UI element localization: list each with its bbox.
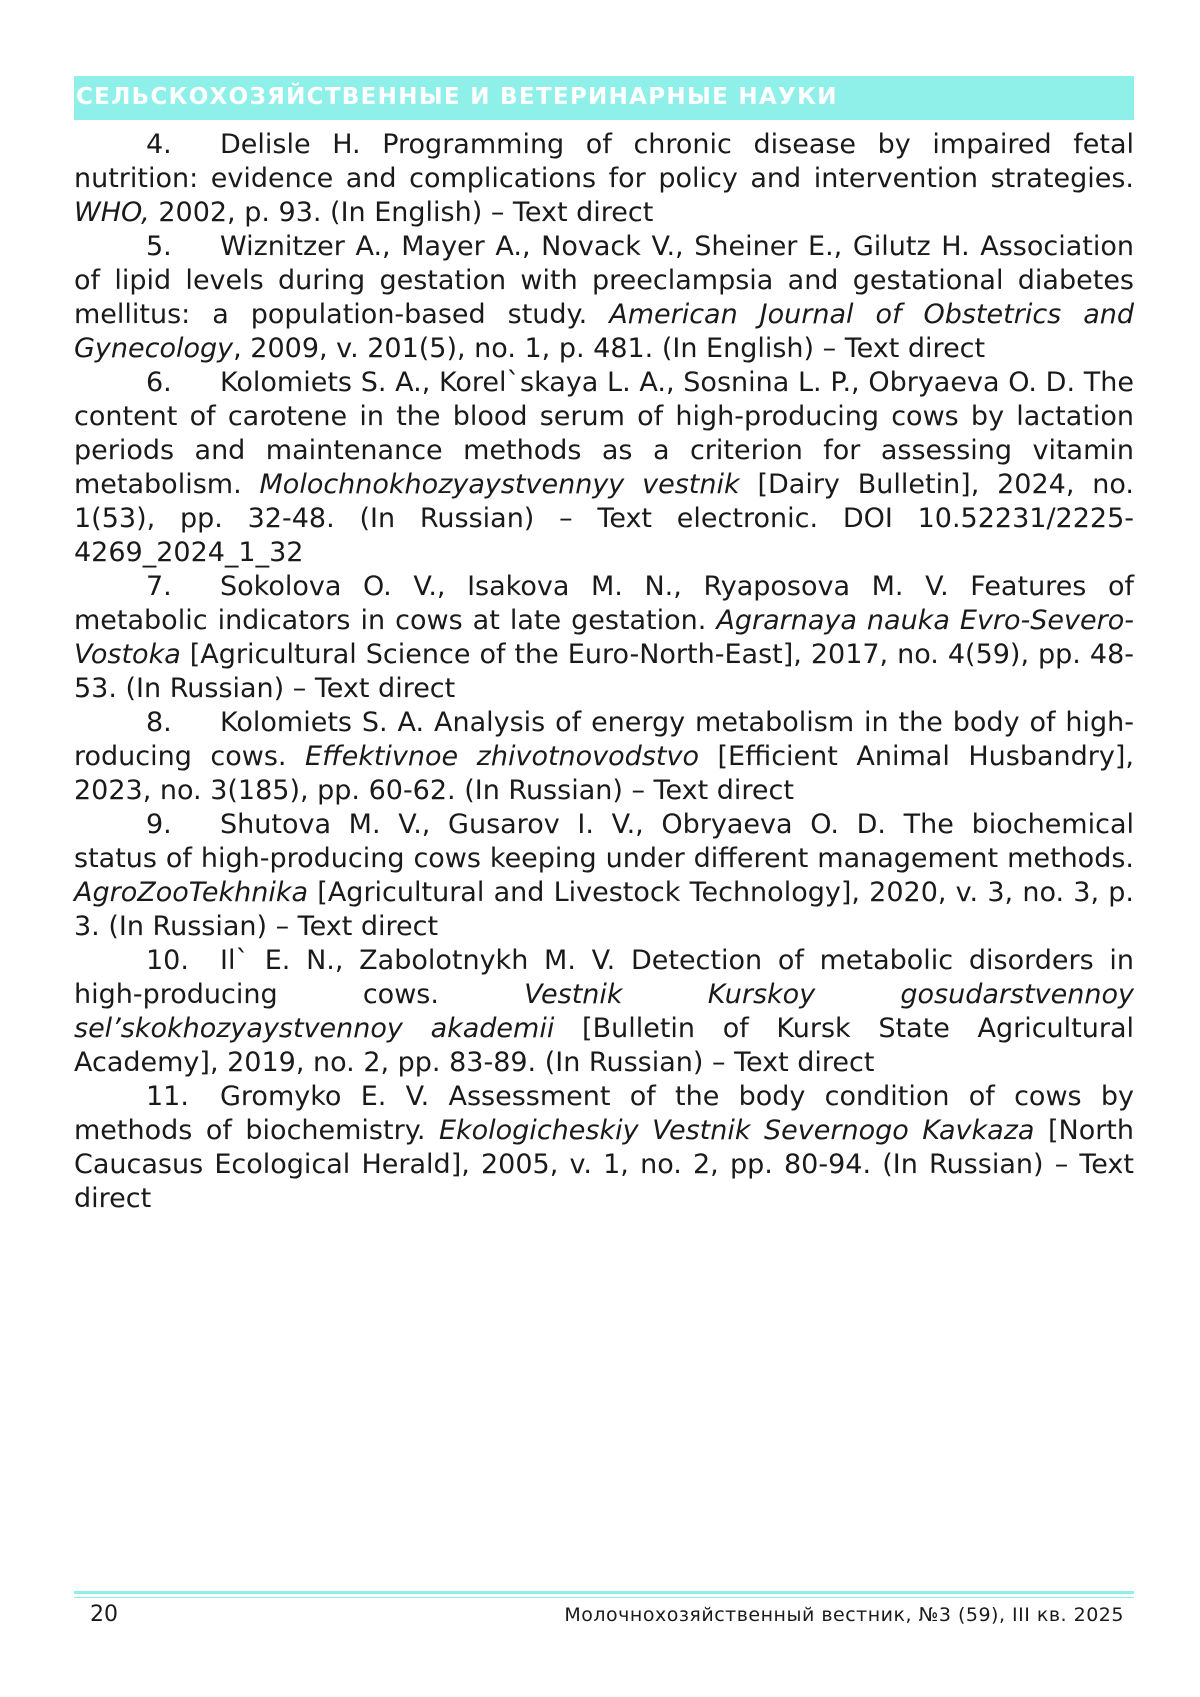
reference-text: Sokolova O. V., Isakova M. N., Ryaposova M. V. Features of metabolic indicators in cows at late gestation. [74, 571, 1134, 636]
reference-details: [Dairy Bulletin], 2024, no. 1(53), pp. 32-48. (In Russian) – Text electronic. DOI 10.52231/2225-4269_2024_1_32 [74, 469, 1134, 568]
reference-text: Kolomiets S. A., Korel`skaya L. A., Sosnina L. P., Obryaeva O. D. The content of carotene in the blood serum of high-producing cows by lactation periods and maintenance methods as a criterion for assessing vitamin metabolism. [74, 367, 1134, 500]
section-header-band [74, 76, 1134, 120]
reference-list [74, 128, 1134, 1216]
reference-source: Molochnokhozyaystvennyy vestnik [260, 469, 740, 500]
reference-text: Il` E. N., Zabolotnykh M. V. Detection of metabolic disorders in high-producing cows. [74, 945, 1134, 1010]
reference-details: [Agricultural and Livestock Technology], 2020, v. 3, no. 3, p. 3. (In Russian) – Text direct [74, 877, 1134, 942]
reference-item [74, 230, 1134, 366]
reference-details: [Agricultural Science of the Euro-North-East], 2017, no. 4(59), pp. 48-53. (In Russian) – Text direct [74, 639, 1134, 704]
reference-details: 2002, p. 93. (In English) – Text direct [150, 197, 654, 228]
reference-item [74, 706, 1134, 808]
reference-details: , 2009, v. 201(5), no. 1, p. 481. (In English) – Text direct [233, 333, 985, 364]
section-title: СЕЛЬСКОХОЗЯЙСТВЕННЫЕ И ВЕТЕРИНАРНЫЕ НАУКИ [76, 84, 838, 110]
reference-number: 4. [146, 128, 220, 162]
reference-text: Gromyko E. V. Assessment of the body condition of cows by methods of biochemistry. [74, 1081, 1134, 1146]
reference-source: Ekologicheskiy Vestnik Severnogo Kavkaza [439, 1115, 1035, 1146]
reference-source: Effektivnoe zhivotnovodstvo [305, 741, 699, 772]
reference-number: 9. [146, 808, 220, 842]
reference-text: Kolomiets S. A. Analysis of energy metabolism in the body of high-roducing cows. [74, 707, 1134, 772]
reference-details: [Efficient Animal Husbandry], 2023, no. 3(185), pp. 60-62. (In Russian) – Text direct [74, 741, 1134, 806]
reference-item [74, 128, 1134, 230]
reference-number: 10. [146, 944, 220, 978]
footer-rule-thin [74, 1597, 1134, 1598]
reference-number: 5. [146, 230, 220, 264]
reference-item [74, 1080, 1134, 1216]
reference-source: Agrarnaya nauka Evro-Severo-Vostoka [74, 605, 1134, 670]
reference-number: 11. [146, 1080, 220, 1114]
reference-source: AgroZooTekhnika [74, 877, 308, 908]
reference-item [74, 570, 1134, 706]
reference-text: Delisle H. Programming of chronic disease by impaired fetal nutrition: evidence and complications for policy and intervention strategies. [74, 129, 1134, 194]
reference-number: 8. [146, 706, 220, 740]
reference-item [74, 366, 1134, 570]
reference-number: 7. [146, 570, 220, 604]
reference-text: Shutova M. V., Gusarov I. V., Obryaeva O. D. The biochemical status of high-producing cows keeping under different management methods. [74, 809, 1134, 874]
reference-details: [North Caucasus Ecological Herald], 2005, v. 1, no. 2, pp. 80-94. (In Russian) – Text direct [74, 1115, 1134, 1214]
reference-item [74, 944, 1134, 1080]
page-number: 20 [90, 1602, 118, 1627]
reference-source: WHO, [74, 197, 150, 228]
reference-number: 6. [146, 366, 220, 400]
reference-text: Wiznitzer A., Mayer A., Novack V., Sheiner E., Gilutz H. Association of lipid levels during gestation with preeclampsia and gestational diabetes mellitus: a population-based study. [74, 231, 1134, 330]
reference-source: American Journal of Obstetrics and Gynecology [74, 299, 1134, 364]
footer-rule [74, 1591, 1134, 1594]
reference-details: [Bulletin of Kursk State Agricultural Academy], 2019, no. 2, pp. 83-89. (In Russian) – Text direct [74, 1013, 1134, 1078]
reference-item [74, 808, 1134, 944]
reference-source: Vestnik Kurskoy gosudarstvennoy sel’skokhozyaystvennoy akademii [74, 979, 1134, 1044]
journal-title: Молочнохозяйственный вестник, №3 (59), III кв. 2025 [564, 1604, 1124, 1626]
